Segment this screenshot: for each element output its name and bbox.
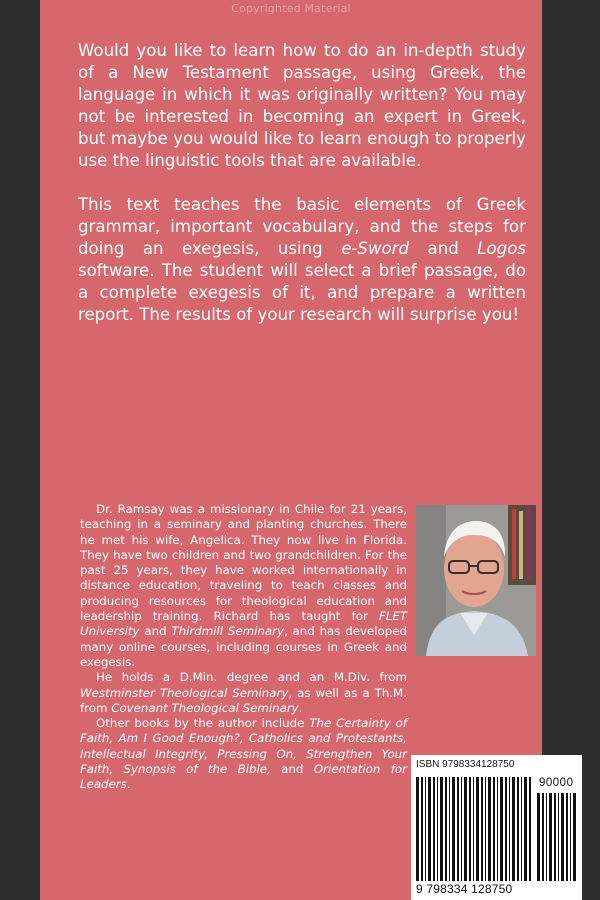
isbn-label: ISBN 9798334128750 [416,759,515,770]
barcode-bar [440,777,443,881]
barcode-bar [524,777,527,881]
bio-text: . [298,700,303,715]
barcode-bar [421,777,423,881]
barcode-bar [497,777,498,881]
institution-name: Westminster Theological Seminary [80,685,289,700]
software-name: Logos [477,239,526,258]
barcode-bar [570,793,571,881]
bio-text: . [126,777,131,792]
barcode-bar [512,777,515,881]
price-code: 90000 [539,777,574,789]
barcode-bar [517,777,519,881]
bio-text: Other books by the author include [96,716,310,731]
isbn-digits: 9 798334 128750 [416,882,513,896]
barcode-bar [573,793,576,881]
barcode-bar [469,777,471,881]
blurb-paragraph-1: Would you like to learn how to do an in-depth study of a New Testament passage, using Greek, the language in which it was originally written? You may not be interested in becoming an expert in Greek, but maybe you would like to learn enough to properly use the linguistic tools that are available. [78,41,526,170]
barcode-bar [437,777,438,881]
bio-text: , and has developed many online courses, including courses in Greek and exegesis. [80,624,407,669]
barcode-bar [505,777,507,881]
bio-paragraph-1 [80,502,407,670]
barcode-bar [476,777,479,881]
institution-name: Thirdmill Seminary [171,624,284,639]
bio-text: and [139,624,172,639]
barcode-bar [521,777,522,881]
barcode-bar [561,793,564,881]
barcode-bar [452,777,455,881]
bio-text: Dr. Ramsay was a missionary in Chile for 21 years, teaching in a seminary and planting churches. There he met his wife, Angelica. They now live in Florida. They have two children and two grandchildren. For the past 25 years, they have worked internationally in distance education, traveling to teach classes and producing resources for theological education and leadership training. Richard has taught for [80,502,407,624]
institution-name: Covenant Theological Seminary [111,700,299,715]
barcode-bar [433,777,435,881]
barcode-bar [416,777,419,881]
barcode-bar [549,793,552,881]
addon-barcode-icon [537,793,577,881]
blurb [78,40,526,348]
barcode-bar [461,777,462,881]
institution-name: FLET University [80,609,407,639]
author-portrait-icon [416,505,536,656]
barcode-icon [416,777,534,881]
bio-paragraph-3 [80,716,407,792]
barcode-bar [488,777,491,881]
barcode-bar [464,777,467,881]
barcode-bar [445,777,447,881]
barcode-bar [546,793,547,881]
barcode-bar [509,777,510,881]
barcode-bar [457,777,459,881]
author-bio [80,502,407,793]
barcode-bar [500,777,503,881]
blurb-paragraph-2 [78,194,526,326]
blurb-text: This text teaches the basic elements of Greek grammar, important vocabulary, and the steps for doing an exegesis, using [78,195,526,258]
barcode-bar [428,777,431,881]
software-name: e-Sword [341,239,410,258]
barcode-bar [493,777,495,881]
bio-text: , as well as a Th.M. from [80,685,407,715]
book-titles: Orientation for Leaders [80,762,407,792]
back-cover [40,0,574,900]
barcode-bar [449,777,450,881]
bio-text: He holds a D.Min. degree and an M.Div. from [96,670,407,685]
barcode-bar [425,777,426,881]
barcode-bar [485,777,486,881]
barcode-bar [537,793,540,881]
barcode-bar [529,777,531,881]
barcode-bar [554,793,556,881]
barcode-bar [558,793,559,881]
blurb-text: and [409,239,478,258]
author-photo [416,505,536,656]
barcode-bar [566,793,568,881]
barcode-bar [542,793,544,881]
blurb-text: software. The student will select a brief passage, do a complete exegesis of it, and prepare a written report. The results of your research will surprise you! [78,261,526,324]
bio-text: and [270,762,314,777]
barcode-block [411,755,582,900]
copyright-watermark: Copyrighted Material [231,2,351,15]
barcode-bar [473,777,474,881]
bio-paragraph-2 [80,670,407,716]
book-titles: The Certainty of Faith, Am I Good Enough?, Catholics and Protestants, Intellectual Integrity, Pressing On, Strengthen Your Faith, Synopsis of the Bible, [80,716,408,777]
barcode-bar [481,777,483,881]
